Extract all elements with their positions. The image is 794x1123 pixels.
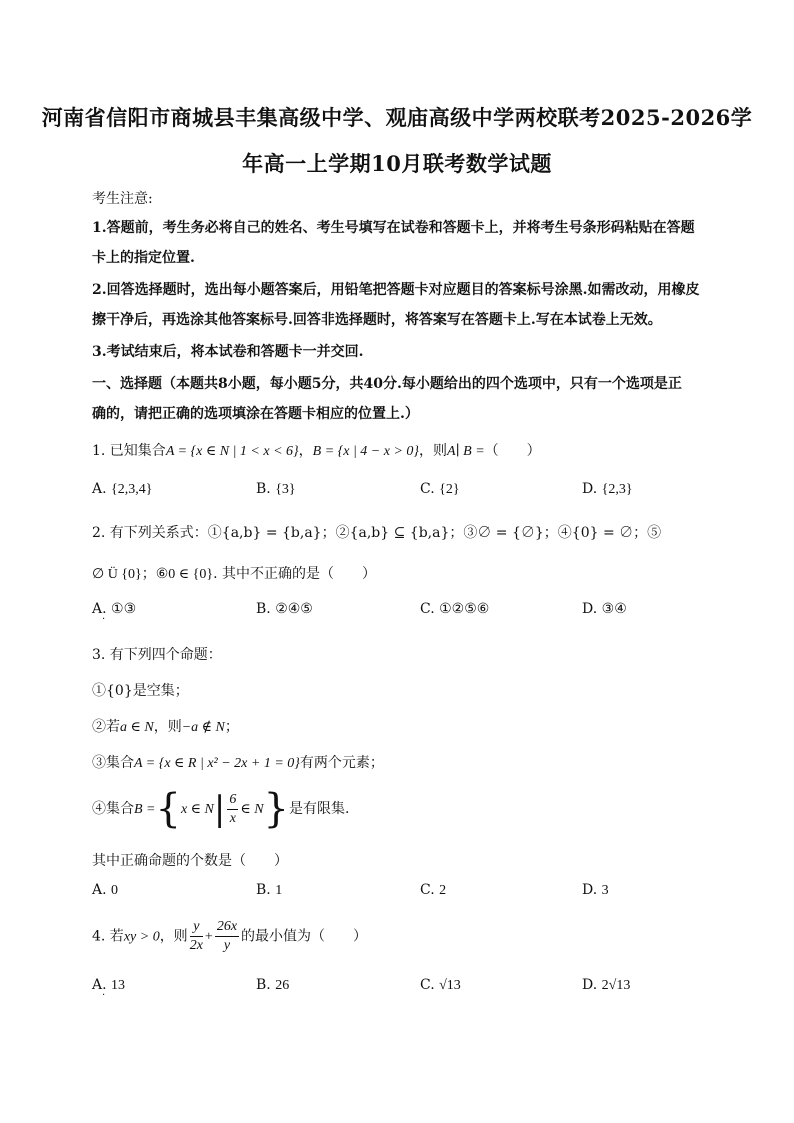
q3-proposition-3: ③集合A = {x ∈ R | x² − 2x + 1 = 0}有两个元素； — [92, 755, 384, 771]
q1-option-a[interactable]: A. {2,3,4} — [92, 481, 153, 497]
q1-expression: A∣ B = — [447, 444, 485, 459]
q3-option-c[interactable]: C. 2 — [420, 882, 447, 898]
q4-option-c[interactable]: C. √13 — [420, 977, 461, 993]
question-3-stem: 3. 有下列四个命题： — [92, 647, 222, 663]
q2-option-c[interactable]: C. ①②⑤⑥ — [420, 601, 490, 617]
q3-proposition-1: ①{0}是空集； — [92, 683, 189, 699]
q1-set-a: A = {x ∈ N | 1 < x < 6} — [165, 444, 299, 459]
q4-option-b[interactable]: B. 26 — [256, 977, 290, 993]
notice-item-1a: 1.答题前，考生务必将自己的姓名、考生号填写在试卷和答题卡上，并将考生号条形码粘贴在答题 — [92, 220, 695, 236]
q1-then: ，则 — [419, 443, 448, 459]
notice-heading: 考生注意: — [92, 191, 153, 207]
q2-line-2-text: . 其中不正确的是（ ） — [213, 566, 377, 582]
question-2-line-2 — [92, 563, 376, 583]
q3-proposition-2: ②若a ∈ N，则−a ∉ N； — [92, 719, 239, 735]
q2-option-d[interactable]: D. ③④ — [582, 601, 627, 617]
notice-item-2b: 擦干净后，再选涂其他答案标号.回答非选择题时，将答案写在答题卡上.写在本试卷上无效。 — [92, 312, 662, 328]
section-heading-line-2: 确的，请把正确的选项填涂在答题卡相应的位置上.） — [92, 406, 419, 422]
q3-option-b[interactable]: B. 1 — [256, 882, 283, 898]
q2-option-b[interactable]: B. ②④⑤ — [256, 601, 313, 617]
notice-item-3: 3.考试结束后，将本试卷和答题卡一并交回. — [92, 344, 364, 360]
exam-title-line-2: 年高一上学期10月联考数学试题 — [242, 151, 552, 176]
q3-option-a[interactable]: A. 0 — [92, 882, 119, 898]
question-1-stem — [92, 440, 541, 460]
q4-option-a[interactable]: A. 13 — [92, 977, 126, 993]
q2-option-a[interactable]: A. ①③ — [92, 601, 137, 617]
question-2-line-1: 2. 有下列关系式：①{a,b} = {b,a}；②{a,b} ⊆ {b,a}；③∅ = {∅}；④{0} = ∅；⑤ — [92, 525, 662, 541]
q1-comma: ， — [298, 443, 313, 459]
notice-item-2a: 2.回答选择题时，选出每小题答案后，用铅笔把答题卡对应题目的答案标号涂黑.如需改动，用橡皮 — [92, 282, 700, 298]
section-heading-line-1: 一、选择题（本题共8小题，每小题5分，共40分.每小题给出的四个选项中，只有一个选项是正 — [92, 376, 682, 392]
q1-option-c[interactable]: C. {2} — [420, 481, 460, 497]
question-4-stem: 4. 若xy > 0，则 $\frac{y}{2x}$ + $\frac{26x}{y}$ 的最小值为（ ） — [92, 919, 368, 953]
q2-line-2-math: ∅ Ü {0}；⑥0 ∈ {0} — [92, 567, 214, 582]
q1-prefix: 1. 已知集合 — [92, 443, 166, 459]
exam-title-line-1: 河南省信阳市商城县丰集高级中学、观庙高级中学两校联考2025-2026学 — [41, 105, 753, 130]
q1-paren: （ ） — [484, 443, 541, 459]
q3-question: 其中正确命题的个数是（ ） — [92, 853, 288, 869]
stray-dot: · — [102, 614, 106, 625]
stray-dot: · — [102, 990, 106, 1001]
q1-set-b: B = {x | 4 − x > 0} — [312, 444, 420, 459]
q1-option-b[interactable]: B. {3} — [256, 481, 296, 497]
q1-option-d[interactable]: D. {2,3} — [582, 481, 633, 497]
q3-option-d[interactable]: D. 3 — [582, 882, 609, 898]
q4-option-d[interactable]: D. 2√13 — [582, 977, 631, 993]
q3-proposition-4: ④集合B ={x ∈ N| $\frac{6}{x}$ ∈ N}是有限集. — [92, 786, 350, 832]
notice-item-1b: 卡上的指定位置. — [92, 250, 195, 266]
